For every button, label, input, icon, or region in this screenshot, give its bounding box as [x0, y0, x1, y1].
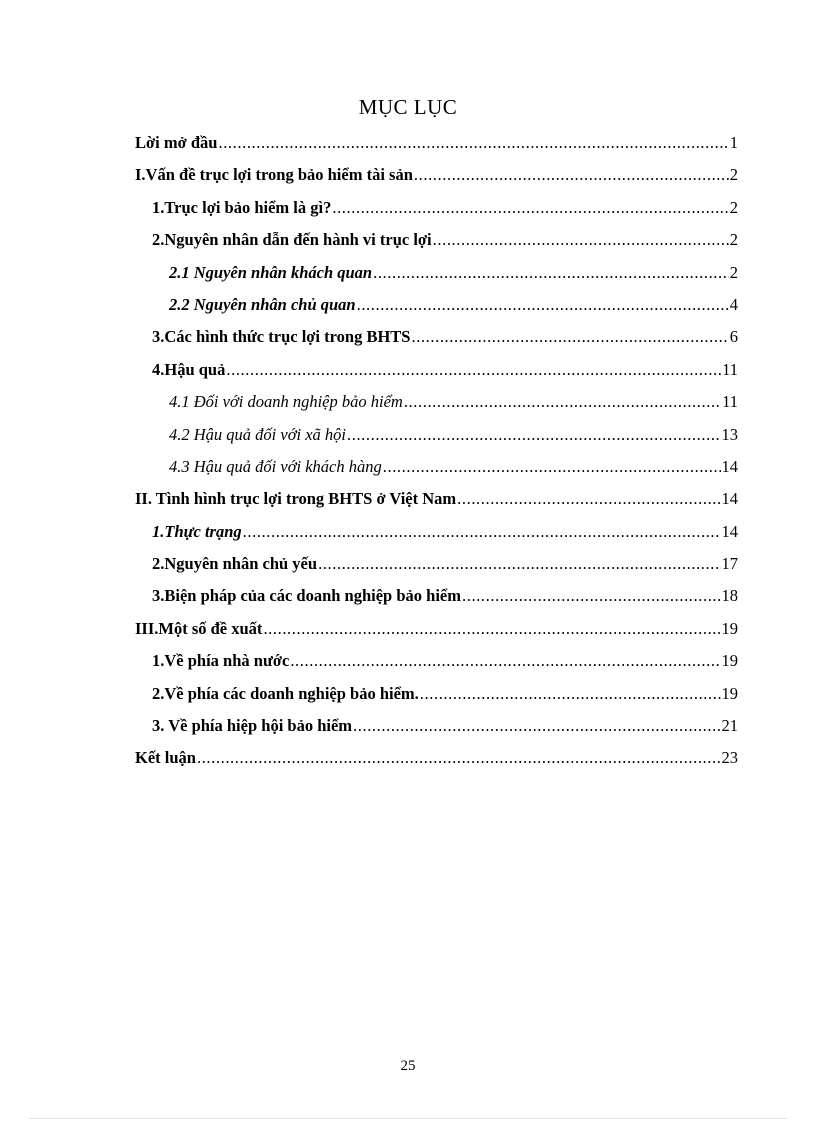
page-number: 25 [400, 1058, 416, 1074]
toc-entry[interactable] [135, 455, 738, 487]
toc-entry-label: 1.Trục lợi bảo hiểm là gì? [152, 197, 332, 217]
toc-entry[interactable] [135, 423, 738, 455]
toc-entry-label: 3.Các hình thức trục lợi trong BHTS [152, 327, 411, 347]
toc-entry[interactable] [135, 617, 738, 649]
toc-leader-dots [457, 487, 720, 511]
toc-entry-label: Lời mở đầu [135, 133, 218, 152]
toc-entry[interactable] [135, 261, 738, 293]
toc-entry-label: 3.Biện pháp của các doanh nghiệp bảo hiểm [152, 586, 461, 606]
toc-entry-page: 2 [729, 165, 738, 185]
toc-entry-page: 13 [721, 424, 738, 444]
toc-entry-page: 19 [721, 651, 738, 671]
toc-entry-page: 14 [721, 521, 738, 541]
page-bottom-divider [28, 1118, 788, 1119]
toc-leader-dots [383, 455, 721, 479]
toc-entry-page: 11 [722, 392, 738, 412]
toc-leader-dots [218, 131, 728, 155]
toc-leader-dots [357, 293, 729, 317]
toc-entry[interactable] [135, 552, 738, 584]
toc-entry-label: III.Một số đề xuất [135, 618, 263, 638]
toc-entry-page: 11 [722, 359, 738, 379]
toc-leader-dots [411, 325, 728, 349]
toc-entry[interactable] [135, 746, 738, 778]
toc-leader-dots [414, 163, 729, 187]
toc-entry-page: 1 [729, 133, 738, 152]
toc-entry-page: 21 [721, 716, 738, 736]
toc-entry-page: 6 [729, 327, 738, 347]
toc-entry-page: 14 [721, 489, 738, 509]
toc-entry-label: 2.Nguyên nhân chủ yếu [152, 554, 318, 574]
toc-entry-label: 4.Hậu quả [152, 359, 226, 379]
toc-entry-page: 23 [721, 748, 738, 768]
toc-entry-page: 17 [721, 554, 738, 574]
toc-entry[interactable] [135, 487, 738, 519]
toc-leader-dots [226, 358, 721, 382]
toc-leader-dots [462, 584, 721, 608]
toc-entry[interactable] [135, 196, 738, 228]
toc-leader-dots [433, 228, 729, 252]
toc-entry-label: 2.Về phía các doanh nghiệp bảo hiểm. [152, 683, 419, 703]
toc-leader-dots [404, 390, 721, 414]
toc-entry-page: 18 [721, 586, 738, 606]
toc-entry-label: 1.Thực trạng [152, 521, 242, 541]
toc-entry-page: 19 [721, 618, 738, 638]
toc-leader-dots [263, 617, 720, 641]
toc-entry-label: 3. Về phía hiệp hội bảo hiểm [152, 716, 353, 736]
toc-entry[interactable] [135, 682, 738, 714]
toc-leader-dots [332, 196, 728, 220]
toc-leader-dots [347, 423, 721, 447]
toc-leader-dots [353, 714, 720, 738]
toc-entry-label: I.Vấn đề trục lợi trong bảo hiểm tài sản [135, 165, 413, 185]
toc-entry-label: 4.2 Hậu quả đối với xã hội [169, 424, 346, 444]
toc-entry[interactable] [135, 293, 738, 325]
toc-entry[interactable] [135, 649, 738, 681]
toc-entry-label: 1.Về phía nhà nước [152, 651, 290, 671]
toc-entry[interactable] [135, 131, 738, 163]
toc-leader-dots [197, 746, 721, 770]
page-title: MỤC LỤC [358, 95, 458, 119]
toc-leader-dots [373, 261, 729, 285]
toc-entry[interactable] [135, 714, 738, 746]
toc-entry[interactable] [135, 520, 738, 552]
toc-entry-label: 2.1 Nguyên nhân khách quan [169, 262, 373, 282]
toc-entry-page: 2 [729, 262, 738, 282]
toc-leader-dots [318, 552, 720, 576]
toc-entry[interactable] [135, 228, 738, 260]
toc-leader-dots [420, 682, 721, 706]
toc-entry-label: 2.Nguyên nhân dẫn đến hành vi trục lợi [152, 230, 432, 250]
toc-entry-label: 4.3 Hậu quả đối với khách hàng [169, 456, 382, 476]
toc-entry-page: 14 [721, 456, 738, 476]
toc-entry[interactable] [135, 325, 738, 357]
toc-entry-label: 2.2 Nguyên nhân chủ quan [169, 294, 356, 314]
toc-entry-page: 2 [729, 197, 738, 217]
toc-entry[interactable] [135, 163, 738, 195]
table-of-contents [135, 131, 738, 779]
toc-entry-page: 19 [721, 683, 738, 703]
toc-entry-page: 4 [729, 294, 738, 314]
toc-entry[interactable] [135, 358, 738, 390]
toc-leader-dots [243, 520, 721, 544]
toc-entry-label: II. Tình hình trục lợi trong BHTS ở Việt Nam [135, 489, 457, 509]
toc-entry-label: Kết luận [135, 748, 196, 768]
toc-entry-page: 2 [729, 230, 738, 250]
toc-leader-dots [290, 649, 720, 673]
toc-entry[interactable] [135, 390, 738, 422]
toc-entry[interactable] [135, 584, 738, 616]
toc-entry-label: 4.1 Đối với doanh nghiệp bảo hiểm [169, 392, 403, 412]
